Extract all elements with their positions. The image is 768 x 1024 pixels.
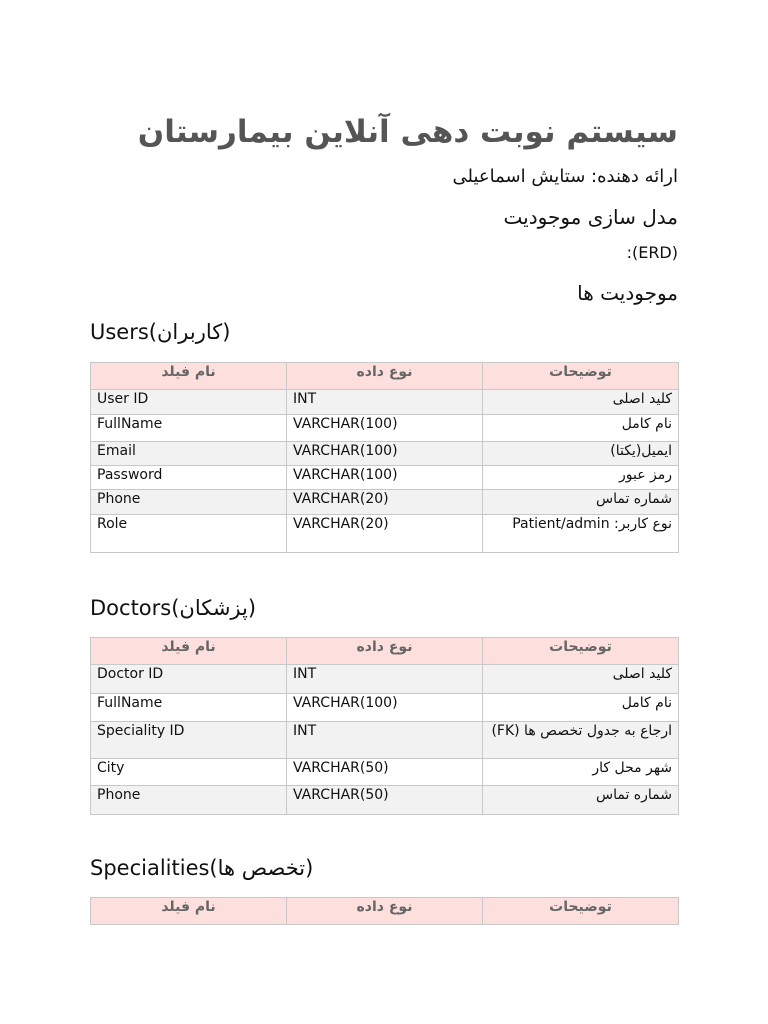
data-type-cell: VARCHAR(20): [287, 490, 483, 515]
field-name-cell: Speciality ID: [91, 722, 287, 759]
field-name-cell: Doctor ID: [91, 665, 287, 694]
table-row: [91, 694, 679, 722]
users-table: [90, 362, 679, 553]
description-cell: کلید اصلی: [483, 390, 679, 415]
table-header-row: [91, 363, 679, 390]
erd-label: (ERD):: [626, 243, 678, 262]
data-type-cell: VARCHAR(100): [287, 442, 483, 466]
field-name-cell: City: [91, 759, 287, 786]
field-name-cell: Phone: [91, 490, 287, 515]
description-cell: نام کامل: [483, 694, 679, 722]
table-header-row: [91, 898, 679, 925]
field-name-cell: Email: [91, 442, 287, 466]
table-row: [91, 722, 679, 759]
specialities-table: [90, 897, 679, 925]
description-cell: شماره تماس: [483, 786, 679, 815]
users-section-title: Users(کاربران): [90, 320, 231, 344]
field-name-cell: FullName: [91, 694, 287, 722]
specialities-section-title: Specialities(تخصص ها): [90, 856, 314, 880]
table-row: [91, 466, 679, 490]
column-header-data-type: نوع داده: [287, 898, 483, 925]
description-cell: نوع کاربر: Patient/admin: [483, 515, 679, 553]
description-cell: کلید اصلی: [483, 665, 679, 694]
data-type-cell: VARCHAR(100): [287, 466, 483, 490]
column-header-field-name: نام فیلد: [91, 638, 287, 665]
data-type-cell: INT: [287, 665, 483, 694]
table-header-row: [91, 638, 679, 665]
data-type-cell: VARCHAR(100): [287, 415, 483, 442]
table-row: [91, 390, 679, 415]
document-title: سیستم نوبت دهی آنلاین بیمارستان: [137, 114, 678, 150]
table-row: [91, 515, 679, 553]
table-row: [91, 490, 679, 515]
column-header-field-name: نام فیلد: [91, 898, 287, 925]
table-row: [91, 415, 679, 442]
field-name-cell: FullName: [91, 415, 287, 442]
field-name-cell: Role: [91, 515, 287, 553]
description-cell: رمز عبور: [483, 466, 679, 490]
data-type-cell: VARCHAR(50): [287, 786, 483, 815]
table-row: [91, 665, 679, 694]
field-name-cell: User ID: [91, 390, 287, 415]
data-type-cell: VARCHAR(20): [287, 515, 483, 553]
column-header-field-name: نام فیلد: [91, 363, 287, 390]
column-header-description: توضیحات: [483, 638, 679, 665]
column-header-data-type: نوع داده: [287, 363, 483, 390]
description-cell: شهر محل کار: [483, 759, 679, 786]
entities-heading: موجودیت ها: [577, 281, 678, 305]
data-type-cell: VARCHAR(50): [287, 759, 483, 786]
doctors-table: [90, 637, 679, 815]
column-header-description: توضیحات: [483, 898, 679, 925]
data-type-cell: VARCHAR(100): [287, 694, 483, 722]
table-row: [91, 442, 679, 466]
document-page: [90, 0, 678, 1024]
field-name-cell: Phone: [91, 786, 287, 815]
description-cell: نام کامل: [483, 415, 679, 442]
data-type-cell: INT: [287, 390, 483, 415]
description-cell: شماره تماس: [483, 490, 679, 515]
data-type-cell: INT: [287, 722, 483, 759]
field-name-cell: Password: [91, 466, 287, 490]
column-header-data-type: نوع داده: [287, 638, 483, 665]
table-row: [91, 786, 679, 815]
table-row: [91, 759, 679, 786]
column-header-description: توضیحات: [483, 363, 679, 390]
description-cell: ارجاع به جدول تخصص ها (FK): [483, 722, 679, 759]
description-cell: ایمیل(یکتا): [483, 442, 679, 466]
doctors-section-title: Doctors(پزشکان): [90, 596, 257, 620]
presenter-line: ارائه دهنده: ستایش اسماعیلی: [452, 166, 678, 187]
erd-heading: مدل سازی موجودیت: [503, 205, 678, 229]
